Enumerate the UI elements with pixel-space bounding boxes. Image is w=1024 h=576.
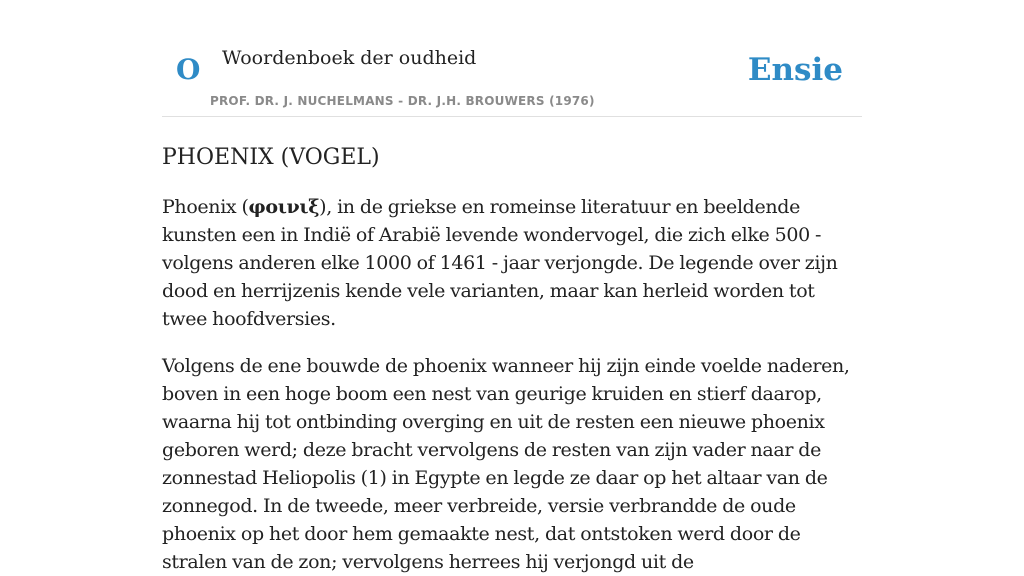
ensie-logo-link[interactable]: Ensie — [747, 52, 843, 88]
paragraph-1-start: Phoenix ( — [162, 196, 249, 218]
dictionary-header — [162, 0, 862, 117]
dictionary-title-link[interactable]: Woordenboek der oudheid — [222, 47, 477, 69]
entry-paragraph-1 — [162, 193, 862, 333]
paragraph-1-rest: ), in de griekse en romeinse literatuur en beeldende kunsten een in Indië of Arabië levende wondervogel, die zich elke 500 - volgens anderen elke 1000 of 1461 - jaar verjongde. De legende over zijn dood en herrijzenis kende vele varianten, maar kan herleid worden tot twee hoofdversies. — [162, 196, 838, 330]
letter-index-link[interactable]: O — [176, 53, 201, 86]
entry-paragraph-2: Volgens de ene bouwde de phoenix wanneer hij zijn einde voelde naderen, boven in een hoge boom een nest van geurige kruiden en stierf daarop, waarna hij tot ontbinding overging en uit de resten een nieuwe phoenix geboren werd; deze bracht vervolgens de resten van zijn vader naar de zonnestad Heliopolis (1) in Egypte en legde ze daar op het altaar van de zonnegod. In de tweede, meer verbreide, versie verbrandde de oude phoenix op het door hem gemaakte nest, dat ontstoken werd door de stralen van de zon; vervolgens herrees hij verjongd uit de — [162, 355, 850, 573]
dictionary-authors: PROF. DR. J. NUCHELMANS - DR. J.H. BROUWERS (1976) — [210, 94, 595, 108]
greek-term: φοινιξ — [248, 196, 320, 218]
entry-title: PHOENIX (VOGEL) — [162, 145, 380, 170]
article-page — [162, 0, 862, 576]
